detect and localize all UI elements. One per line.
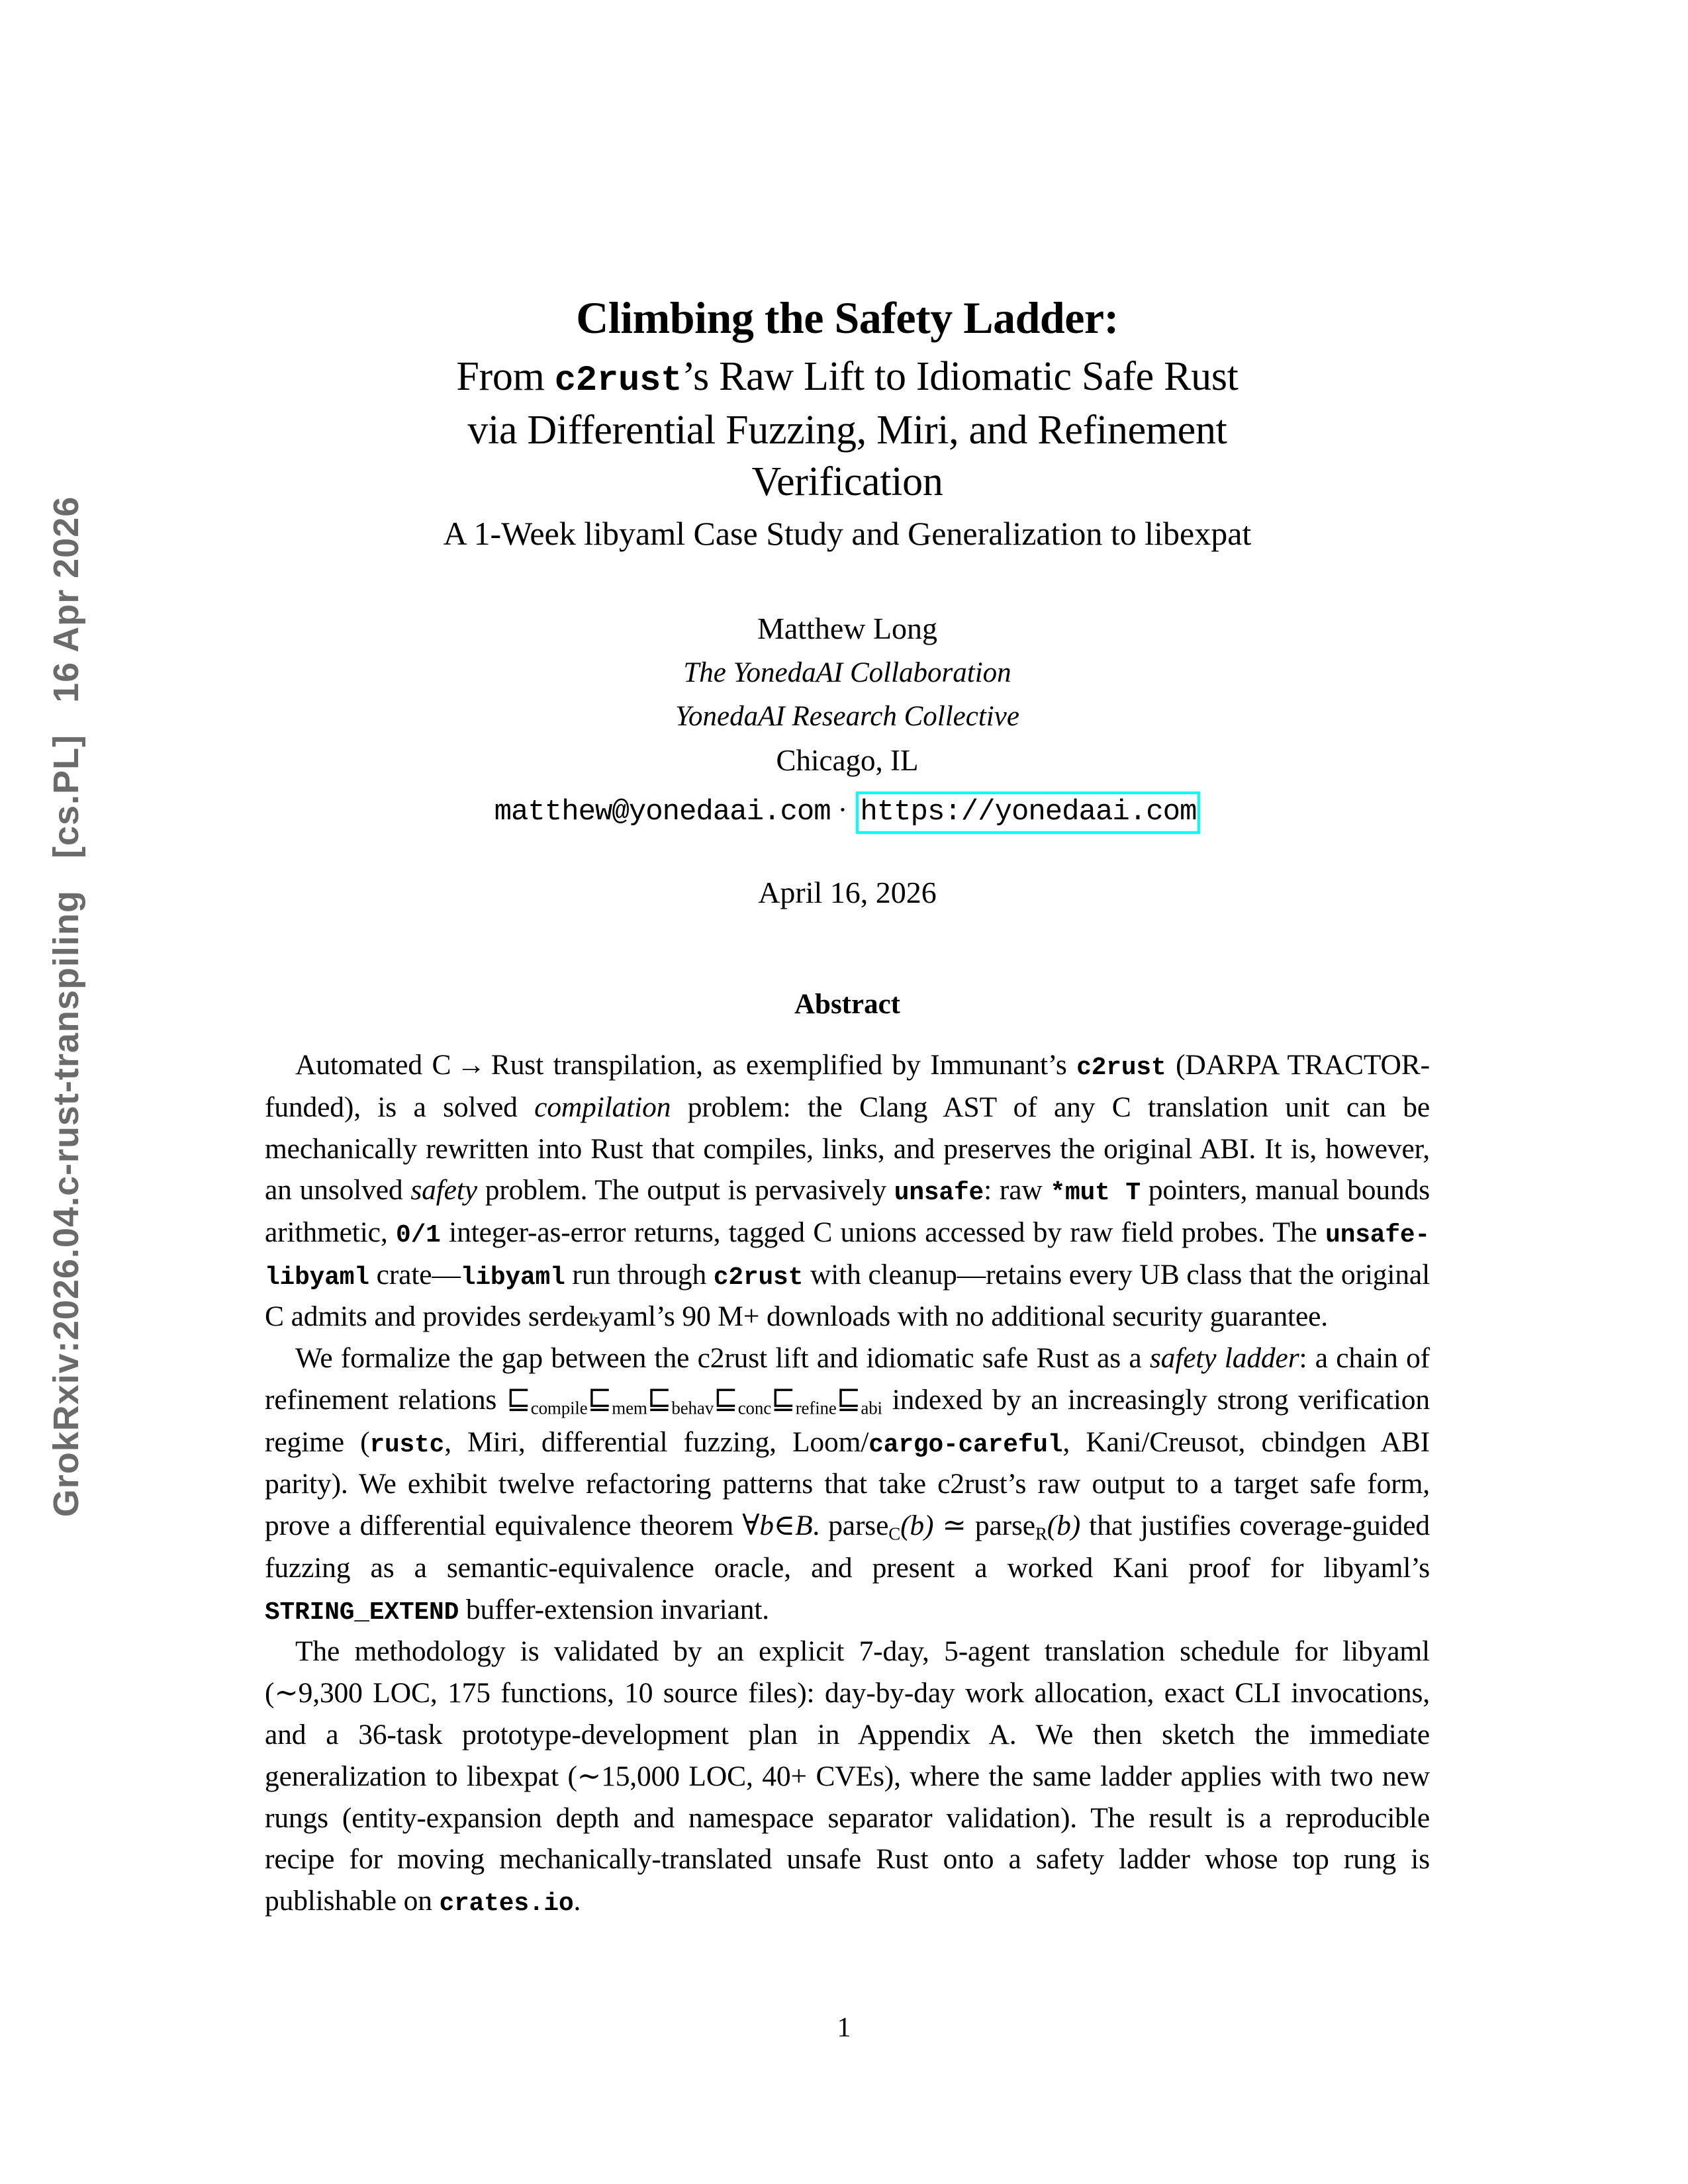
refinement-subscript-behav: behav [671,1398,714,1418]
abs-p1-unsafe: unsafe [894,1179,984,1208]
page-number: 1 [837,2013,851,2043]
title-line2-post: ’s Raw Lift to Idiomatic Safe Rust [682,354,1239,400]
abs-p1-mut-t: *mut T [1050,1179,1141,1208]
abs-p3-s2: . [573,1885,581,1917]
abs-p2-theorem-sub-c: C [888,1524,901,1544]
refinement-subscript-refine: refine [795,1398,837,1418]
abs-p2-theorem-arg2: (b) [1047,1510,1081,1542]
page-footer [0,2012,1688,2044]
abs-p2-s1: We formalize the gap between the c2rust lift and idiomatic safe Rust as a [295,1342,1150,1375]
refinement-subscript-mem: mem [612,1398,647,1418]
refinement-subscript-compile: compile [530,1398,588,1418]
abs-p1-s3: problem: the Clang AST of any C translation unit can be mechanically rewritten into Rust that compiles, links, and preserves the original ABI. It is, however, an unsolved [265,1091,1430,1206]
abs-p1-s9: run through [565,1258,714,1291]
abs-p2-s2: : a chain of refinement relations [265,1342,1430,1416]
abs-p1-s8: crate— [369,1258,461,1291]
refinement-op-refine: ⊑ [771,1384,796,1416]
abs-p2-s6: that justifies coverage-guided fuzzing as a semantic-equivalence oracle, and present a worked Kani proof for libyaml’s [265,1510,1430,1584]
arxiv-stamp [0,0,119,2184]
abs-p1-zero-one: 0/1 [396,1221,441,1250]
abs-p1-s4: problem. The output is pervasively [477,1174,894,1206]
abs-p1-s7: integer-as-error returns, tagged C unions accessed by raw field probes. The [440,1216,1326,1249]
abs-p1-unsafe-libyaml: unsafe-libyaml [265,1221,1430,1292]
title-block [265,0,1430,555]
abs-p1-i1: compilation [534,1091,671,1123]
paper-subtitle-tagline: A 1-Week libyaml Case Study and Generalization to libexpat [443,515,1252,553]
author-email: matthew@yonedaai.com [494,795,831,829]
abs-p1-s2: (DARPA TRACTOR-funded), is a solved [265,1049,1430,1123]
abstract-paragraph-3 [265,1631,1430,1923]
refinement-op-mem: ⊑ [587,1384,612,1416]
abs-p1-s10: with cleanup—retains every UB class that the original C admits and provides serdeₖyaml’s 90 M+ downloads with no additional security guarantee. [265,1258,1430,1333]
abs-p2-string-extend: STRING_EXTEND [265,1598,459,1627]
abs-p2-cargo-careful: cargo-careful [868,1430,1063,1459]
paper-title-line-3: via Differential Fuzzing, Miri, and Refinement [467,407,1227,453]
author-website-link[interactable]: https://yonedaai.com [856,792,1200,834]
author-location: Chicago, IL [776,743,919,777]
title-line2-c2rust: c2rust [554,361,682,402]
refinement-relation-chain [506,1384,882,1416]
abs-p3-crates-io: crates.io [439,1889,574,1919]
abs-p1-c2rust-2: c2rust [713,1263,804,1292]
abs-p2-safety-ladder: safety ladder [1149,1342,1299,1375]
abs-p1-s6: pointers, manual bounds arithmetic, [265,1174,1430,1249]
abs-p2-theorem-arg1: (b) [900,1510,934,1542]
paper-title-line-2 [265,351,1430,404]
publication-date: April 16, 2026 [758,876,937,910]
abs-p1-c2rust: c2rust [1076,1054,1166,1083]
refinement-op-conc: ⊑ [714,1384,738,1416]
abs-p2-theorem-quantifier: ∀b∈ [742,1510,795,1542]
author-affiliation-secondary: YonedaAI Research Collective [675,700,1019,732]
abs-p1-s5: : raw [984,1174,1051,1206]
abs-p2-s7: buffer-extension invariant. [459,1593,770,1625]
abs-p2-s5: , Kani/Creusot, cbindgen ABI parity). We exhibit twelve refactoring patterns that take c2rust’s raw output to a target safe form, prove a differential equivalence theorem [265,1426,1430,1542]
abs-p1-s1: Automated C → Rust transpilation, as exemplified by Immunant’s [295,1049,1077,1081]
author-block [265,606,1430,910]
abs-p1-libyaml: libyaml [460,1263,565,1292]
paper-title-line-4: Verification [751,459,943,505]
abstract-heading: Abstract [794,989,900,1021]
page-content-column [265,0,1430,2184]
abs-p2-theorem-sub-r: R [1035,1524,1047,1544]
arxiv-stamp-text: GrokRxiv:2026.04.c-rust-transpiling [cs.PL] 16 Apr 2026 [46,496,86,1518]
abs-p2-rustc: rustc [369,1430,445,1459]
refinement-subscript-conc: conc [737,1398,772,1418]
abstract-paragraph-2 [265,1338,1430,1631]
abs-p2-s3: indexed by an increasingly strong verification regime ( [265,1384,1430,1458]
abstract-section [265,988,1430,1923]
paper-title-line-1: Climbing the Safety Ladder: [576,293,1119,343]
refinement-op-behav: ⊑ [647,1384,672,1416]
abs-p2-s4: , Miri, differential fuzzing, Loom/ [444,1426,869,1458]
title-line2-pre: From [456,354,555,400]
abs-p2-theorem-set: B [794,1510,813,1542]
author-contact-line [265,787,1430,835]
refinement-op-abi: ⊑ [836,1384,861,1416]
abs-p2-theorem-equiv: ≃ parse [933,1510,1035,1542]
abs-p1-i2: safety [410,1174,477,1206]
abs-p3-s1: The methodology is validated by an explicit 7-day, 5-agent translation schedule for libyaml (∼9,300 LOC, 175 functions, 10 source files): day-by-day work allocation, exact CLI invocations, and a 36-task prototype-development plan in Appendix A. We then sketch the immediate generalization to libexpat (∼15,000 LOC, 40+ CVEs), where the same ladder applies with two new rungs (entity-expansion depth and namespace separator validation). The result is a reproducible recipe for moving mechanically-translated unsafe Rust onto a safety ladder whose top rung is publishable on [265,1635,1430,1917]
author-name: Matthew Long [757,612,938,646]
refinement-op-compile: ⊑ [506,1384,531,1416]
refinement-subscript-abi: abi [861,1398,882,1418]
abstract-paragraph-1 [265,1044,1430,1338]
author-affiliation-primary: The YonedaAI Collaboration [683,657,1011,689]
contact-separator: · [830,793,855,826]
abs-p2-theorem-parse: . parse [812,1510,889,1542]
